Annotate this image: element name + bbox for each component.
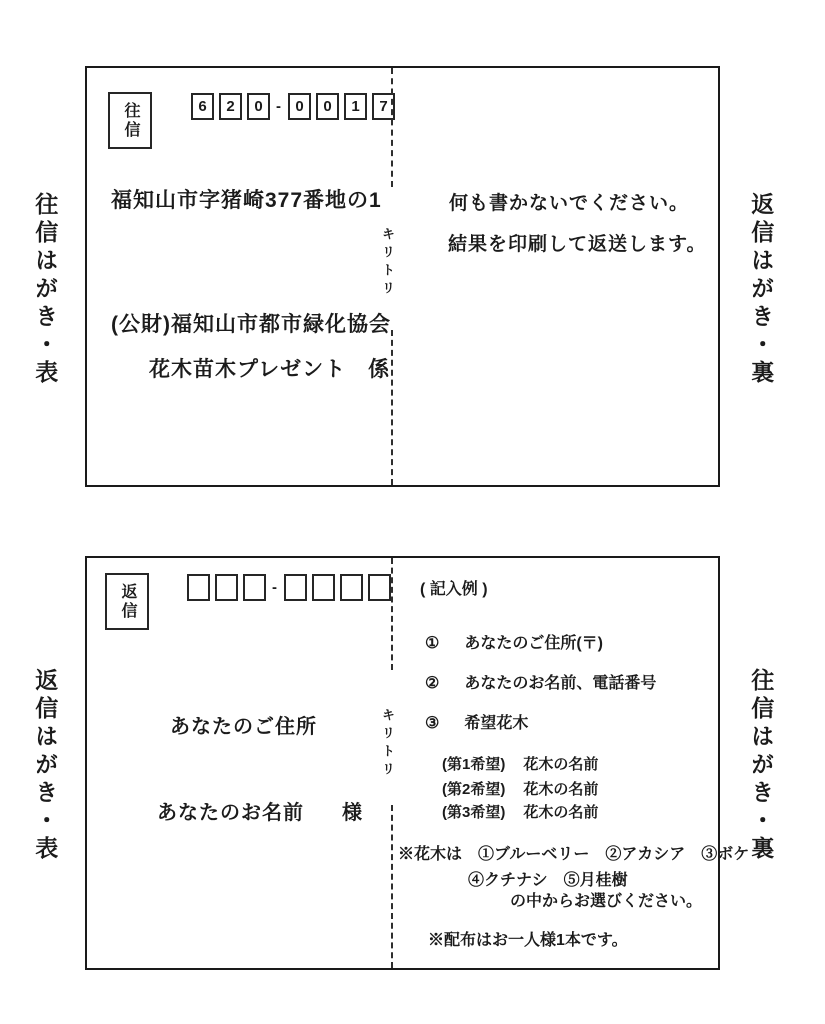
postal-digit-box-empty — [368, 574, 391, 601]
recipient-organization: (公財)福知山市都市緑化協会 — [111, 313, 391, 336]
example-item-name-phone — [425, 670, 656, 693]
postal-digit-box: 6 — [191, 93, 214, 120]
postal-digit-box: 1 — [344, 93, 367, 120]
cut-line-top — [391, 558, 393, 670]
recipient-address: 福知山市字猪崎377番地の1 — [111, 189, 382, 212]
card-type-badge-reply — [105, 573, 149, 630]
your-address-placeholder: あなたのご住所 — [170, 716, 317, 738]
postal-hyphen: - — [276, 98, 281, 115]
circled-number-3: ③ — [425, 715, 440, 732]
card-type-label: 返信 — [119, 582, 136, 621]
circled-number-2: ② — [425, 675, 440, 692]
example-item-text: あなたのご住所(〒) — [464, 635, 604, 652]
cut-label: キリトリ — [380, 227, 395, 299]
choice-row-first — [442, 753, 598, 774]
choice-rank: (第2希望) — [442, 781, 506, 798]
cut-line-top — [391, 68, 393, 187]
choice-row-second — [442, 778, 598, 799]
example-item-address — [425, 630, 603, 653]
choice-row-third — [442, 801, 598, 822]
example-item-text: 希望花木 — [464, 715, 529, 732]
flower-list-note-line3: の中からお選びください。 — [510, 893, 703, 910]
choice-text: 花木の名前 — [523, 781, 599, 798]
choice-text: 花木の名前 — [523, 804, 599, 821]
label-reply-back: 返信はがき・裏 — [748, 192, 775, 388]
cut-line-bottom — [391, 805, 393, 968]
example-title: ( 記入例 ) — [420, 581, 488, 598]
flower-list-note-line1: ※花木は ①ブルーベリー ②アカシア ③ボケ — [398, 846, 750, 863]
reply-back-note-2: 結果を印刷して返送します。 — [448, 234, 707, 255]
reply-back-note-1: 何も書かないでください。 — [449, 193, 690, 214]
honorific-sama: 様 — [342, 802, 363, 824]
postal-code-row — [191, 93, 400, 120]
choice-rank: (第1希望) — [442, 756, 506, 773]
postal-digit-box: 0 — [288, 93, 311, 120]
label-outbound-front: 往信はがき・表 — [32, 192, 59, 388]
postal-digit-box-empty — [340, 574, 363, 601]
postal-digit-box-empty — [243, 574, 266, 601]
recipient-department: 花木苗木プレゼント 係 — [149, 358, 391, 381]
example-item-text: あなたのお名前、電話番号 — [464, 675, 657, 692]
postal-code-row-empty — [187, 574, 396, 601]
postal-digit-box-empty — [187, 574, 210, 601]
postal-digit-box-empty — [215, 574, 238, 601]
postal-digit-box-empty — [312, 574, 335, 601]
postal-digit-box: 7 — [372, 93, 395, 120]
label-outbound-back: 往信はがき・裏 — [748, 668, 775, 864]
flower-list-note-line2: ④クチナシ ⑤月桂樹 — [468, 872, 628, 889]
postal-digit-box: 0 — [316, 93, 339, 120]
postal-hyphen: - — [272, 579, 277, 596]
postal-digit-box-empty — [284, 574, 307, 601]
card-type-label: 往信 — [122, 101, 139, 140]
outbound-postcard — [85, 66, 720, 487]
your-name-placeholder — [157, 796, 363, 825]
circled-number-1: ① — [425, 635, 440, 652]
cut-line-bottom — [391, 330, 393, 485]
cut-label: キリトリ — [380, 708, 395, 780]
choice-text: 花木の名前 — [523, 756, 599, 773]
example-item-desired-tree — [425, 710, 528, 733]
reply-postcard — [85, 556, 750, 970]
postal-digit-box: 2 — [219, 93, 242, 120]
label-reply-front: 返信はがき・表 — [32, 668, 59, 864]
postal-digit-box: 0 — [247, 93, 270, 120]
choice-rank: (第3希望) — [442, 804, 506, 821]
distribution-note: ※配布はお一人様1本です。 — [428, 932, 628, 949]
card-type-badge-outbound — [108, 92, 152, 149]
your-name-text: あなたのお名前 — [157, 802, 304, 824]
